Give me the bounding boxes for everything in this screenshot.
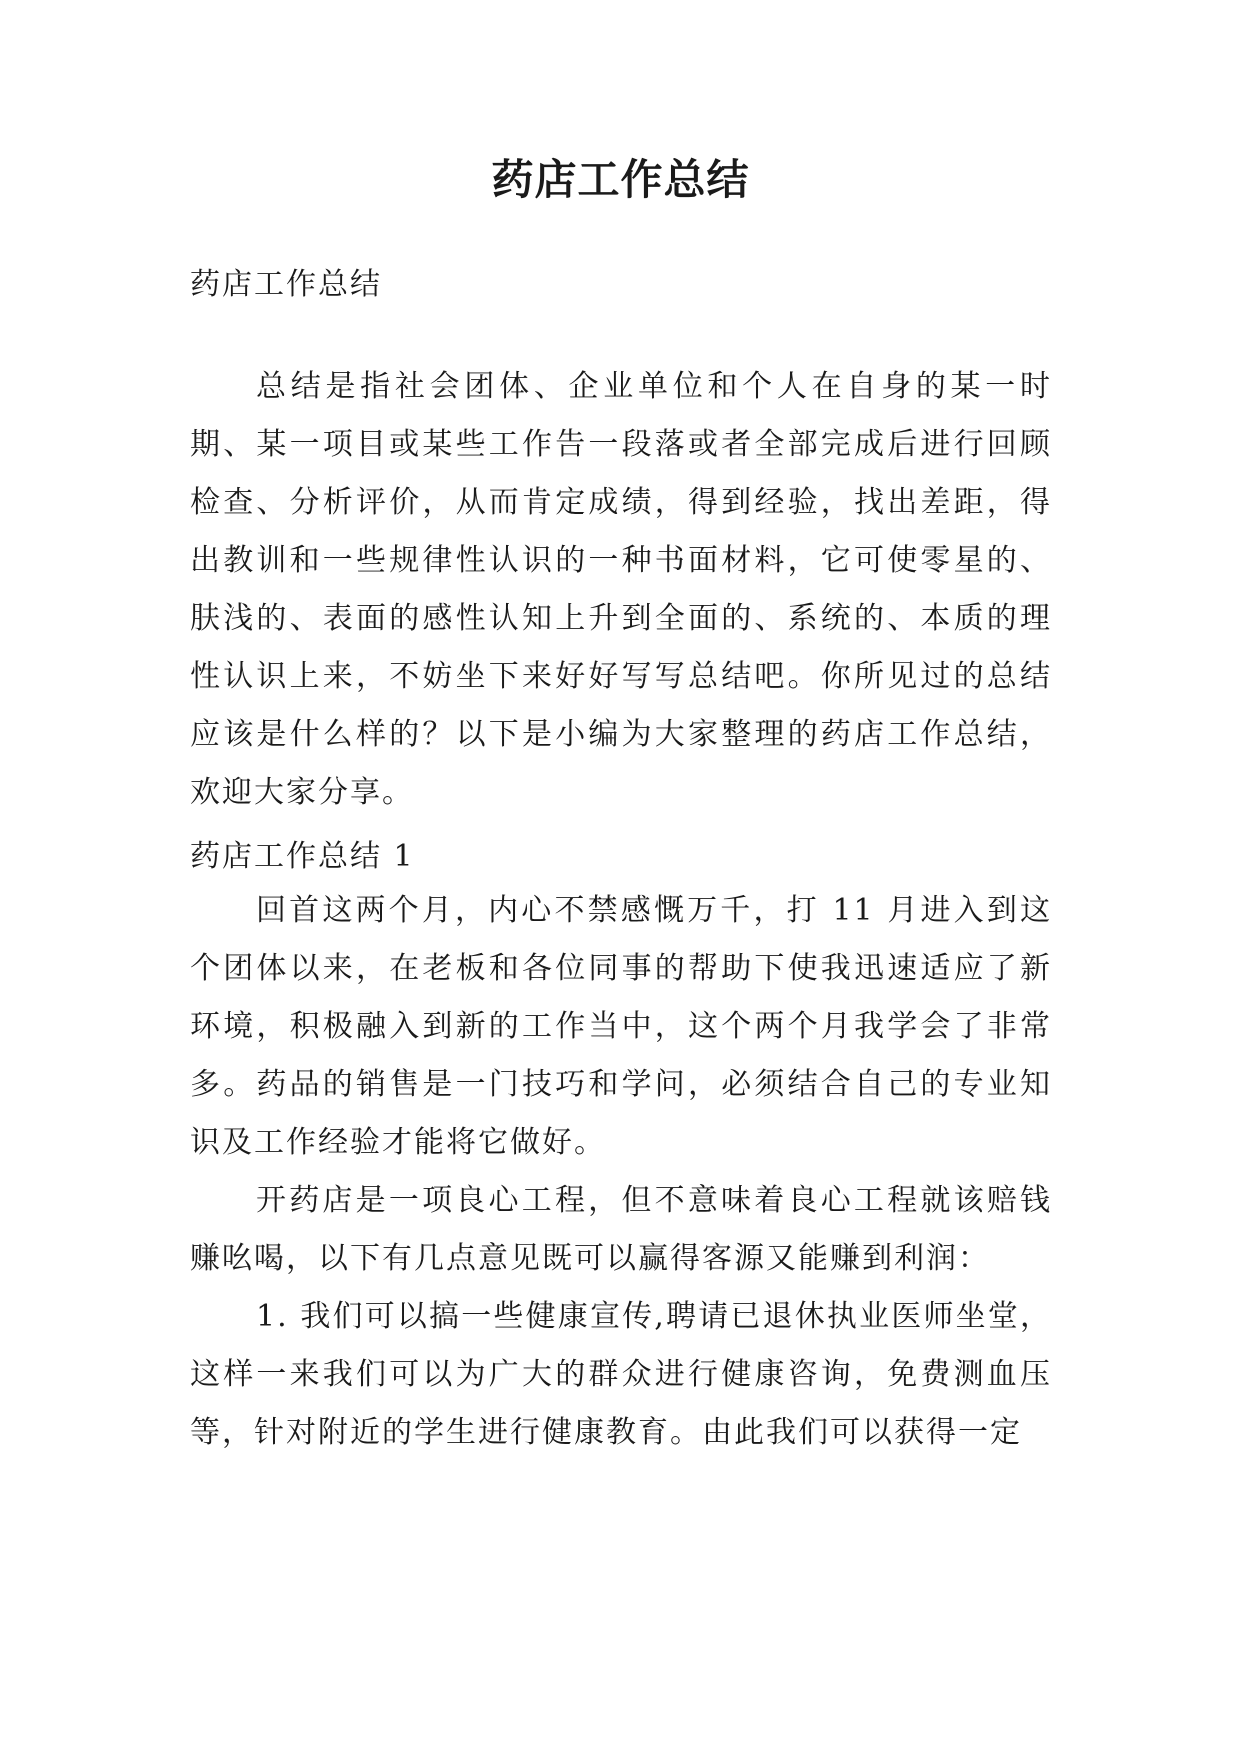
section-heading: 药店工作总结 1 — [190, 839, 415, 874]
section-paragraph: 回首这两个月，内心不禁感慨万千，打 11 月进入到这个团体以来，在老板和各位同事的帮助下使我迅速适应了新环境，积极融入到新的工作当中，这个两个月我学会了非常多。药品的销售是一门技巧和学问，必须结合自己的专业知识及工作经验才能将它做好。 — [190, 893, 1052, 1160]
intro-paragraph: 总结是指社会团体、企业单位和个人在自身的某一时期、某一项目或某些工作告一段落或者全部完成后进行回顾检查、分析评价，从而肯定成绩，得到经验，找出差距，得出教训和一些规律性认识的一种书面材料，它可使零星的、肤浅的、表面的感性认知上升到全面的、系统的、本质的理性认识上来，不妨坐下来好好写写总结吧。你所见过的总结应该是什么样的？以下是小编为大家整理的药店工作总结，欢迎大家分享。 — [190, 369, 1052, 810]
document-title: 药店工作总结 — [491, 155, 750, 204]
section-paragraph: 开药店是一项良心工程，但不意味着良心工程就该赔钱赚吆喝，以下有几点意见既可以赢得客源又能赚到利润： — [190, 1183, 1052, 1276]
section-paragraph: 1. 我们可以搞一些健康宣传,聘请已退休执业医师坐堂，这样一来我们可以为广大的群众进行健康咨询，免费测血压等，针对附近的学生进行健康教育。由此我们可以获得一定 — [190, 1299, 1052, 1450]
document-subtitle: 药店工作总结 — [190, 267, 382, 302]
